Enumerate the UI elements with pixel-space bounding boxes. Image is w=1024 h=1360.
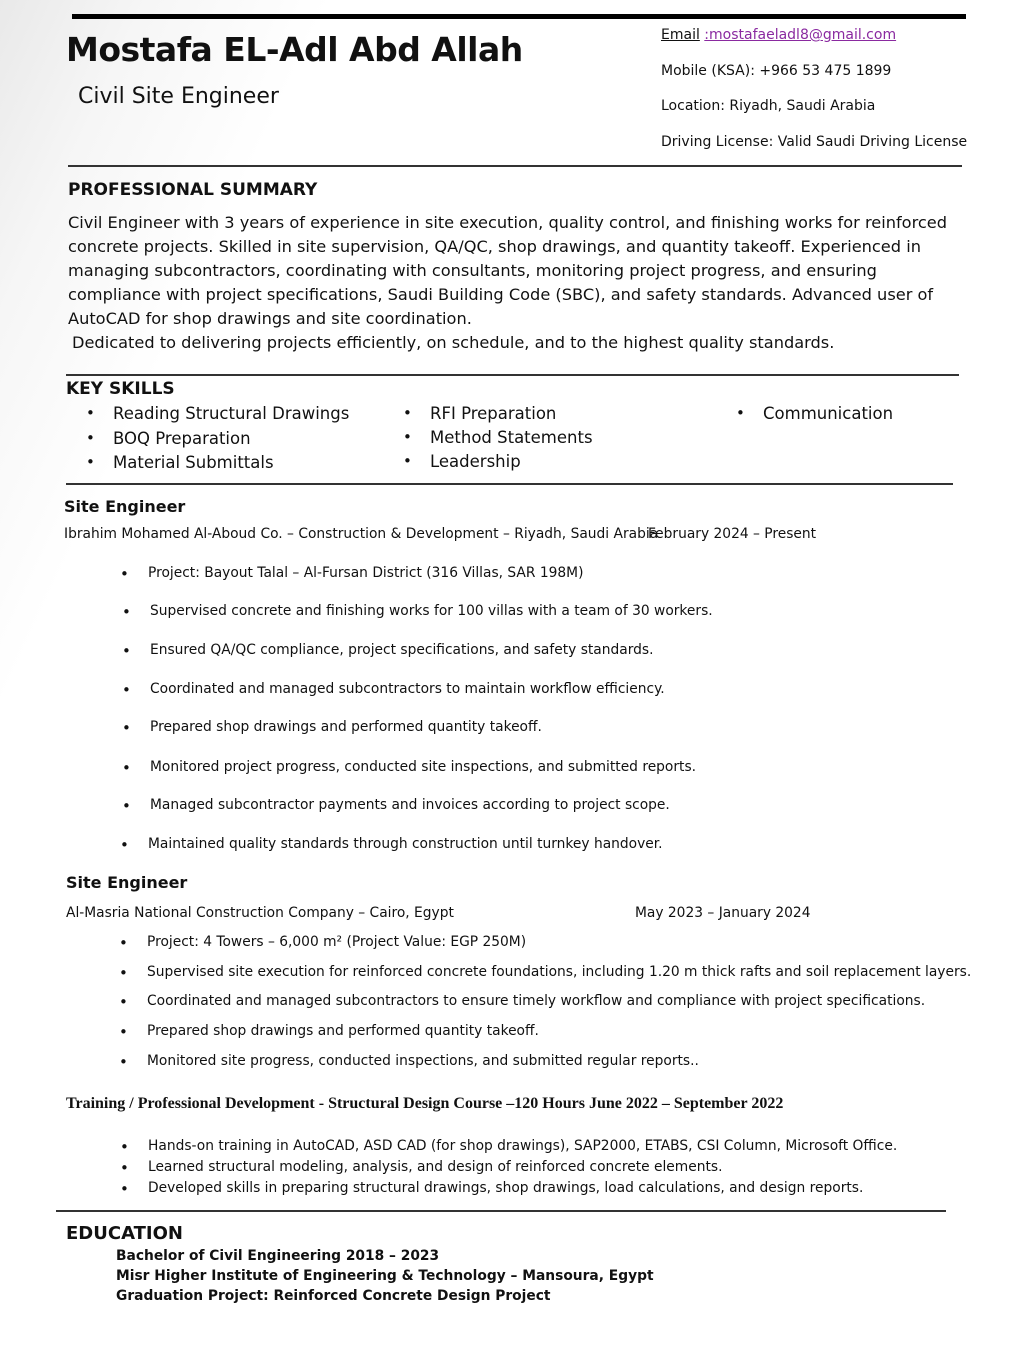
- skill-item: • Reading Structural Drawings: [113, 404, 349, 423]
- job-bullet: • Maintained quality standards through construction until turnkey handover.: [148, 836, 663, 852]
- job-bullet: • Coordinated and managed subcontractors to maintain workflow efficiency.: [150, 681, 665, 697]
- skill-item: • Material Submittals: [113, 453, 274, 472]
- candidate-name: Mostafa EL-Adl Abd Allah: [66, 30, 523, 69]
- education-degree: Bachelor of Civil Engineering 2018 – 2023: [116, 1248, 440, 1264]
- summary-text: [68, 211, 968, 355]
- job-bullet: • Supervised concrete and finishing works for 100 villas with a team of 30 workers.: [150, 603, 713, 619]
- contact-license: Driving License: Valid Saudi Driving License: [661, 134, 968, 150]
- training-bullet: • Learned structural modeling, analysis, and design of reinforced concrete elements.: [148, 1159, 722, 1175]
- job-company: Ibrahim Mohamed Al-Aboud Co. – Construction & Development – Riyadh, Saudi Arabia: [64, 526, 659, 542]
- training-divider: [56, 1210, 946, 1212]
- skills-heading: KEY SKILLS: [66, 379, 175, 399]
- job-title-subtitle: Civil Site Engineer: [78, 84, 279, 109]
- job-title: Site Engineer: [64, 497, 186, 516]
- education-heading: EDUCATION: [66, 1223, 183, 1244]
- job-bullet: • Monitored site progress, conducted inspections, and submitted regular reports..: [147, 1053, 699, 1069]
- skill-item: • Leadership: [430, 452, 521, 471]
- job-dates: May 2023 – January 2024: [635, 905, 811, 921]
- job-bullet: • Supervised site execution for reinforced concrete foundations, including 1.20 m thick rafts and soil replacement layers.: [147, 964, 971, 980]
- job-bullet: • Project: Bayout Talal – Al-Fursan District (316 Villas, SAR 198M): [148, 565, 583, 581]
- contact-location: Location: Riyadh, Saudi Arabia: [661, 98, 876, 114]
- education-institute: Misr Higher Institute of Engineering & Technology – Mansoura, Egypt: [116, 1268, 654, 1284]
- education-project: Graduation Project: Reinforced Concrete Design Project: [116, 1288, 551, 1304]
- job-bullet: • Project: 4 Towers – 6,000 m² (Project Value: EGP 250M): [147, 934, 526, 950]
- skill-item: • RFI Preparation: [430, 404, 556, 423]
- job-bullet: • Managed subcontractor payments and invoices according to project scope.: [150, 797, 670, 813]
- training-heading: Training / Professional Development - Structural Design Course –120 Hours June 2022 – September 2022: [66, 1095, 784, 1112]
- skill-item: • Method Statements: [430, 428, 593, 447]
- job-bullet: • Prepared shop drawings and performed quantity takeoff.: [150, 719, 542, 735]
- contact-email: [661, 27, 896, 43]
- job-company: Al-Masria National Construction Company – Cairo, Egypt: [66, 905, 454, 921]
- top-rule: [72, 14, 966, 19]
- skills-divider: [66, 483, 953, 485]
- contact-mobile: Mobile (KSA): +966 53 475 1899: [661, 63, 892, 79]
- job-bullet: • Monitored project progress, conducted site inspections, and submitted reports.: [150, 759, 696, 775]
- job-bullet: • Prepared shop drawings and performed quantity takeoff.: [147, 1023, 539, 1039]
- summary-divider: [66, 374, 959, 376]
- job-bullet: • Coordinated and managed subcontractors to ensure timely workflow and compliance with project specifications.: [147, 993, 925, 1009]
- job-dates: February 2024 – Present: [648, 526, 817, 542]
- header-divider: [68, 165, 962, 167]
- training-bullet: • Hands-on training in AutoCAD, ASD CAD (for shop drawings), SAP2000, ETABS, CSI Column, Microsoft Office.: [148, 1138, 897, 1154]
- summary-paragraph: Civil Engineer with 3 years of experience in site execution, quality control, and finishing works for reinforced concrete projects. Skilled in site supervision, QA/QC, shop drawings, and quantity takeoff. Experienced in managing subcontractors, coordinating with consultants, monitoring project progress, and ensuring compliance with project specifications, Saudi Building Code (SBC), and safety standards. Advanced user of AutoCAD for shop drawings and site coordination.: [68, 213, 948, 328]
- skill-item: • Communication: [763, 404, 893, 423]
- email-label: Email: [661, 27, 700, 43]
- summary-closing: Dedicated to delivering projects efficiently, on schedule, and to the highest quality standards.: [72, 333, 835, 352]
- skill-item: • BOQ Preparation: [113, 429, 251, 448]
- training-bullet: • Developed skills in preparing structural drawings, shop drawings, load calculations, and design reports.: [148, 1180, 863, 1196]
- job-title: Site Engineer: [66, 873, 188, 892]
- job-bullet: • Ensured QA/QC compliance, project specifications, and safety standards.: [150, 642, 653, 658]
- summary-heading: PROFESSIONAL SUMMARY: [68, 180, 318, 200]
- email-link[interactable]: :mostafaeladl8@gmail.com: [704, 27, 897, 43]
